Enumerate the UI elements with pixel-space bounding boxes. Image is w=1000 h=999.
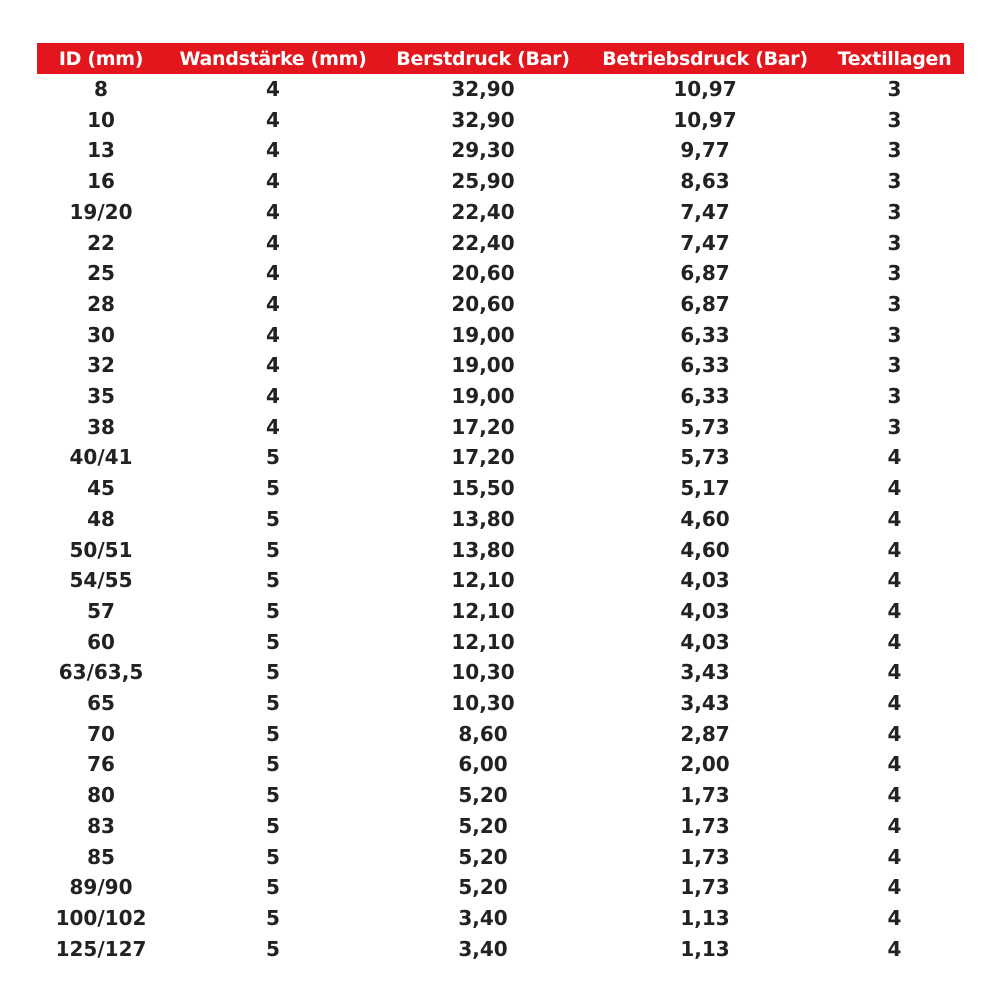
cell-textile-layers: 4 [887,537,902,562]
cell-working-pressure: 9,77 [680,138,730,163]
cell-textile-layers: 3 [887,322,902,347]
cell-textile-layers: 3 [887,384,902,409]
cell-wall-thickness: 5 [266,537,280,562]
cell-wall-thickness: 5 [266,844,280,869]
table-row [37,381,964,412]
cell-wall-thickness: 4 [266,322,280,347]
table-row [37,412,964,443]
cell-textile-layers: 4 [887,629,902,654]
cell-textile-layers: 4 [887,844,902,869]
cell-working-pressure: 1,13 [680,905,730,930]
header-wall-thickness: Wandstärke (mm) [179,47,367,70]
cell-burst-pressure: 12,10 [451,629,515,654]
cell-working-pressure: 6,33 [680,322,730,347]
cell-textile-layers: 3 [887,230,902,255]
table-row [37,811,964,842]
cell-burst-pressure: 3,40 [458,936,508,961]
cell-wall-thickness: 5 [266,813,280,838]
table-row [37,135,964,166]
cell-textile-layers: 4 [887,445,902,470]
cell-burst-pressure: 17,20 [451,414,515,439]
cell-id: 70 [87,721,115,746]
cell-working-pressure: 7,47 [680,230,730,255]
cell-working-pressure: 1,73 [680,783,730,808]
cell-id: 85 [87,844,115,869]
cell-wall-thickness: 5 [266,506,280,531]
table-row [37,565,964,596]
cell-id: 83 [87,813,115,838]
cell-burst-pressure: 5,20 [458,844,508,869]
cell-id: 8 [94,77,108,101]
cell-working-pressure: 6,87 [680,261,730,286]
cell-burst-pressure: 22,40 [451,199,515,224]
cell-working-pressure: 6,33 [680,384,730,409]
table-row [37,842,964,873]
cell-wall-thickness: 4 [266,107,280,132]
cell-textile-layers: 4 [887,813,902,838]
cell-wall-thickness: 5 [266,875,280,900]
cell-id: 63/63,5 [58,660,144,685]
cell-burst-pressure: 13,80 [451,537,515,562]
cell-burst-pressure: 17,20 [451,445,515,470]
cell-wall-thickness: 4 [266,261,280,286]
cell-id: 40/41 [69,445,133,470]
cell-id: 57 [87,598,115,623]
cell-textile-layers: 3 [887,138,902,163]
cell-textile-layers: 4 [887,598,902,623]
cell-burst-pressure: 29,30 [451,138,515,163]
cell-id: 45 [87,476,115,501]
cell-burst-pressure: 12,10 [451,568,515,593]
table-row [37,74,964,105]
cell-wall-thickness: 5 [266,568,280,593]
cell-working-pressure: 4,60 [680,506,730,531]
cell-working-pressure: 7,47 [680,199,730,224]
cell-id: 35 [87,384,115,409]
cell-working-pressure: 2,00 [680,752,730,777]
cell-working-pressure: 1,73 [680,844,730,869]
cell-burst-pressure: 32,90 [451,107,515,132]
table-row [37,258,964,289]
cell-burst-pressure: 19,00 [451,384,515,409]
cell-burst-pressure: 8,60 [458,721,508,746]
cell-id: 100/102 [55,905,147,930]
cell-working-pressure: 3,43 [680,691,730,716]
cell-id: 50/51 [69,537,133,562]
cell-wall-thickness: 5 [266,660,280,685]
cell-id: 125/127 [55,936,147,961]
cell-working-pressure: 1,73 [680,813,730,838]
cell-textile-layers: 4 [887,660,902,685]
cell-wall-thickness: 5 [266,783,280,808]
table-row [37,780,964,811]
table-row [37,504,964,535]
header-burst-pressure: Berstdruck (Bar) [396,47,570,70]
header-textile-layers: Textillagen [837,47,952,70]
cell-id: 22 [87,230,115,255]
cell-id: 30 [87,322,115,347]
cell-id: 65 [87,691,115,716]
spec-table [37,43,964,964]
cell-wall-thickness: 5 [266,752,280,777]
cell-id: 13 [87,138,115,163]
cell-textile-layers: 4 [887,568,902,593]
cell-working-pressure: 10,97 [673,107,737,132]
table-row [37,535,964,566]
table-row [37,166,964,197]
header-working-pressure: Betriebsdruck (Bar) [602,47,808,70]
cell-textile-layers: 3 [887,353,902,378]
cell-wall-thickness: 4 [266,230,280,255]
table-row [37,903,964,934]
cell-burst-pressure: 19,00 [451,353,515,378]
table-row [37,105,964,136]
cell-burst-pressure: 13,80 [451,506,515,531]
cell-working-pressure: 4,03 [680,568,730,593]
cell-id: 19/20 [69,199,133,224]
header-row [37,43,964,74]
cell-wall-thickness: 4 [266,199,280,224]
table-row [37,719,964,750]
cell-burst-pressure: 5,20 [458,875,508,900]
cell-textile-layers: 3 [887,199,902,224]
cell-burst-pressure: 20,60 [451,261,515,286]
cell-working-pressure: 10,97 [673,77,737,101]
cell-id: 25 [87,261,115,286]
cell-textile-layers: 4 [887,476,902,501]
cell-textile-layers: 3 [887,77,902,101]
cell-working-pressure: 4,03 [680,629,730,654]
table-row [37,934,964,965]
cell-textile-layers: 4 [887,905,902,930]
table-header [37,43,964,74]
cell-textile-layers: 4 [887,936,902,961]
cell-burst-pressure: 32,90 [451,77,515,101]
cell-wall-thickness: 4 [266,414,280,439]
table-body [37,74,964,964]
cell-id: 38 [87,414,115,439]
cell-id: 80 [87,783,115,808]
cell-working-pressure: 5,17 [680,476,730,501]
cell-burst-pressure: 12,10 [451,598,515,623]
cell-working-pressure: 2,87 [680,721,730,746]
cell-burst-pressure: 15,50 [451,476,515,501]
cell-id: 54/55 [69,568,133,593]
cell-burst-pressure: 5,20 [458,783,508,808]
cell-burst-pressure: 10,30 [451,691,515,716]
cell-id: 48 [87,506,115,531]
cell-textile-layers: 3 [887,107,902,132]
table-row [37,872,964,903]
cell-burst-pressure: 6,00 [458,752,508,777]
cell-wall-thickness: 5 [266,445,280,470]
cell-burst-pressure: 5,20 [458,813,508,838]
cell-working-pressure: 3,43 [680,660,730,685]
cell-working-pressure: 5,73 [680,414,730,439]
table-row [37,688,964,719]
header-id: ID (mm) [58,47,144,70]
cell-wall-thickness: 5 [266,721,280,746]
cell-id: 10 [87,107,115,132]
table-row [37,289,964,320]
cell-burst-pressure: 20,60 [451,291,515,316]
cell-textile-layers: 4 [887,875,902,900]
cell-wall-thickness: 4 [266,384,280,409]
cell-wall-thickness: 5 [266,936,280,961]
cell-working-pressure: 8,63 [680,169,730,194]
cell-textile-layers: 3 [887,414,902,439]
cell-working-pressure: 6,33 [680,353,730,378]
cell-wall-thickness: 5 [266,476,280,501]
table-row [37,473,964,504]
cell-wall-thickness: 4 [266,77,280,101]
cell-wall-thickness: 5 [266,629,280,654]
cell-textile-layers: 3 [887,169,902,194]
table-row [37,657,964,688]
cell-id: 89/90 [69,875,133,900]
cell-working-pressure: 1,13 [680,936,730,961]
table-row [37,627,964,658]
cell-burst-pressure: 22,40 [451,230,515,255]
cell-burst-pressure: 10,30 [451,660,515,685]
cell-id: 28 [87,291,115,316]
table-row [37,442,964,473]
table-row [37,749,964,780]
cell-textile-layers: 3 [887,261,902,286]
cell-working-pressure: 1,73 [680,875,730,900]
cell-id: 76 [87,752,115,777]
table-row [37,228,964,259]
table-row [37,320,964,351]
cell-textile-layers: 4 [887,721,902,746]
cell-wall-thickness: 5 [266,905,280,930]
cell-id: 60 [87,629,115,654]
cell-id: 16 [87,169,115,194]
cell-id: 32 [87,353,115,378]
cell-textile-layers: 3 [887,291,902,316]
cell-wall-thickness: 4 [266,169,280,194]
cell-wall-thickness: 4 [266,138,280,163]
cell-working-pressure: 4,03 [680,598,730,623]
cell-burst-pressure: 25,90 [451,169,515,194]
cell-textile-layers: 4 [887,783,902,808]
table-row [37,350,964,381]
cell-burst-pressure: 3,40 [458,905,508,930]
cell-textile-layers: 4 [887,691,902,716]
cell-wall-thickness: 4 [266,353,280,378]
table-row [37,197,964,228]
cell-textile-layers: 4 [887,506,902,531]
cell-burst-pressure: 19,00 [451,322,515,347]
cell-working-pressure: 6,87 [680,291,730,316]
cell-working-pressure: 4,60 [680,537,730,562]
cell-textile-layers: 4 [887,752,902,777]
cell-wall-thickness: 5 [266,598,280,623]
cell-wall-thickness: 4 [266,291,280,316]
table-row [37,596,964,627]
cell-working-pressure: 5,73 [680,445,730,470]
cell-wall-thickness: 5 [266,691,280,716]
